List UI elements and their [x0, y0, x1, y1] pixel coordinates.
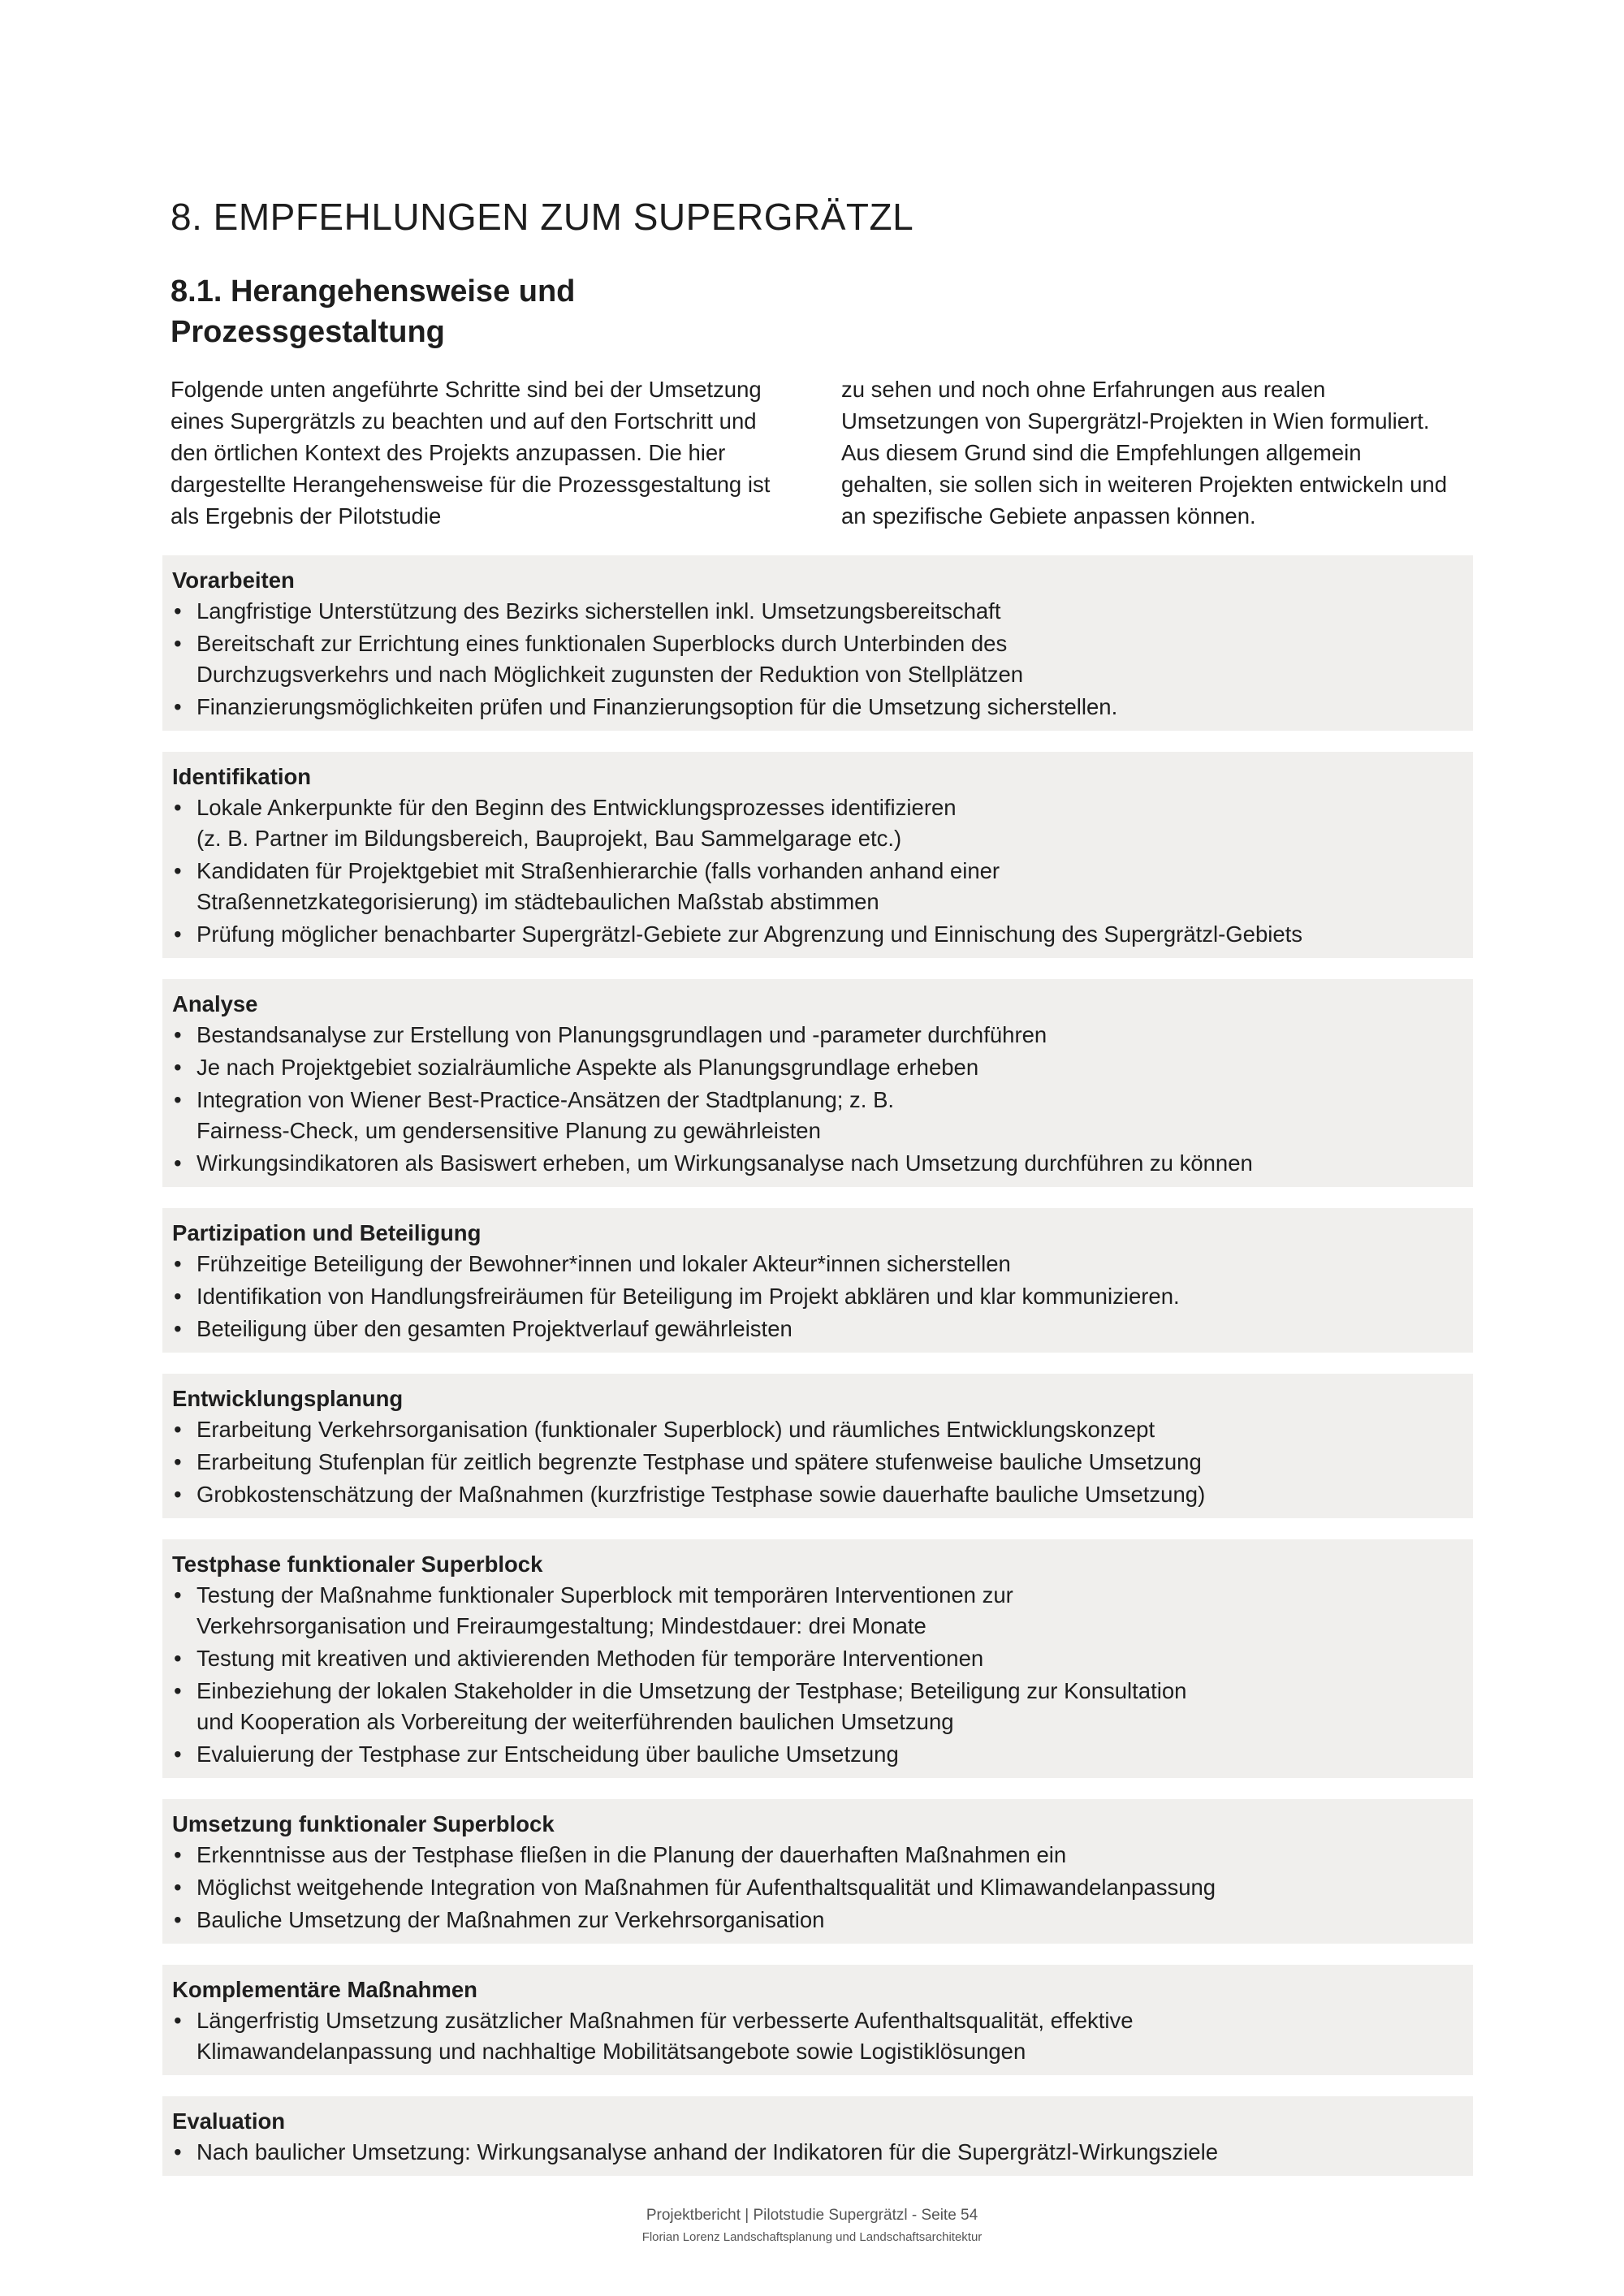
- step-bullet-item: [172, 2005, 1457, 2067]
- bullet-text-line: • Integration von Wiener Best-Practice-Ansätzen der Stadtplanung; z. B.: [197, 1087, 895, 1112]
- bullet-text-line: • Erarbeitung Stufenplan für zeitlich begrenzte Testphase und spätere stufenweise bauliche Umsetzung: [197, 1449, 1202, 1474]
- step-box: [162, 752, 1473, 958]
- step-title: Evaluation: [172, 2108, 286, 2134]
- step-title: Vorarbeiten: [172, 568, 295, 593]
- step-bullet-list: [172, 1020, 1457, 1179]
- step-bullet-list: [172, 1249, 1457, 1344]
- step-title: Entwicklungsplanung: [172, 1386, 404, 1411]
- step-bullet-item: [172, 1281, 1457, 1312]
- step-bullet-item: [172, 596, 1457, 627]
- step-bullet-item: [172, 1872, 1457, 1903]
- bullet-text-line: • Prüfung möglicher benachbarter Supergrätzl-Gebiete zur Abgrenzung und Einnischung des Supergrätzl-Gebiets: [197, 921, 1303, 947]
- step-bullet-item: [172, 1580, 1457, 1642]
- bullet-text-line: Durchzugsverkehrs und nach Möglichkeit zugunsten der Reduktion von Stellplätzen: [197, 662, 1024, 687]
- step-bullet-item: [172, 628, 1457, 690]
- step-box: [162, 1374, 1473, 1518]
- chapter-title: 8. EMPFEHLUNGEN ZUM SUPERGRÄTZL: [171, 196, 914, 238]
- step-bullet-list: [172, 2005, 1457, 2067]
- bullet-text-line: Verkehrsorganisation und Freiraumgestaltung; Mindestdauer: drei Monate: [197, 1613, 926, 1638]
- bullet-text-line: • Finanzierungsmöglichkeiten prüfen und Finanzierungsoption für die Umsetzung sicherstellen.: [197, 694, 1118, 719]
- step-box: [162, 2096, 1473, 2176]
- bullet-text-line: • Beteiligung über den gesamten Projektverlauf gewährleisten: [197, 1316, 793, 1341]
- bullet-text-line: • Testung der Maßnahme funktionaler Superblock mit temporären Interventionen zur: [197, 1582, 1013, 1608]
- step-box: [162, 1799, 1473, 1944]
- bullet-text-line: • Nach baulicher Umsetzung: Wirkungsanalyse anhand der Indikatoren für die Supergrätzl-Wirkungsziele: [197, 2139, 1218, 2164]
- step-bullet-item: [172, 1905, 1457, 1936]
- step-bullet-item: [172, 856, 1457, 917]
- bullet-text-line: • Einbeziehung der lokalen Stakeholder in die Umsetzung der Testphase; Beteiligung zur Konsultation: [197, 1678, 1187, 1703]
- step-box: [162, 1539, 1473, 1778]
- step-bullet-item: [172, 1643, 1457, 1674]
- step-bullet-item: [172, 1052, 1457, 1083]
- step-bullet-list: [172, 792, 1457, 950]
- step-bullet-item: [172, 1020, 1457, 1051]
- bullet-text-line: • Langfristige Unterstützung des Bezirks sicherstellen inkl. Umsetzungsbereitschaft: [197, 598, 1001, 624]
- step-bullet-item: [172, 1249, 1457, 1280]
- step-bullet-item: [172, 1840, 1457, 1871]
- bullet-text-line: Fairness-Check, um gendersensitive Planung zu gewährleisten: [197, 1118, 821, 1143]
- intro-paragraph-right: zu sehen und noch ohne Erfahrungen aus realen Umsetzungen von Supergrätzl-Projekten in Wien formuliert. Aus diesem Grund sind die Empfehlungen allgemein gehalten, sie sollen sich in weiteren Projekten entwickeln und an spezifische Gebiete anpassen können.: [841, 377, 1447, 529]
- bullet-text-line: • Grobkostenschätzung der Maßnahmen (kurzfristige Testphase sowie dauerhafte bauliche Umsetzung): [197, 1482, 1206, 1507]
- step-title: Analyse: [172, 991, 258, 1016]
- section-title: 8.1. Herangehensweise und Prozessgestaltung: [171, 274, 576, 349]
- bullet-text-line: Straßennetzkategorisierung) im städtebaulichen Maßstab abstimmen: [197, 889, 879, 914]
- bullet-text-line: • Evaluierung der Testphase zur Entscheidung über bauliche Umsetzung: [197, 1741, 899, 1767]
- step-bullet-item: [172, 1739, 1457, 1770]
- step-bullet-item: [172, 692, 1457, 723]
- bullet-text-line: (z. B. Partner im Bildungsbereich, Bauprojekt, Bau Sammelgarage etc.): [197, 826, 902, 851]
- bullet-text-line: • Längerfristig Umsetzung zusätzlicher Maßnahmen für verbesserte Aufenthaltsqualität, effektive: [197, 2008, 1134, 2033]
- bullet-text-line: • Frühzeitige Beteiligung der Bewohner*innen und lokaler Akteur*innen sicherstellen: [197, 1251, 1011, 1276]
- bullet-text-line: • Je nach Projektgebiet sozialräumliche Aspekte als Planungsgrundlage erheben: [197, 1055, 979, 1080]
- step-box: [162, 555, 1473, 731]
- step-bullet-item: [172, 792, 1457, 854]
- step-box: [162, 979, 1473, 1187]
- step-title: Partizipation und Beteiligung: [172, 1220, 482, 1245]
- bullet-text-line: • Kandidaten für Projektgebiet mit Straßenhierarchie (falls vorhanden anhand einer: [197, 858, 1000, 883]
- step-bullet-list: [172, 2137, 1457, 2168]
- step-bullet-item: [172, 1479, 1457, 1510]
- step-bullet-list: [172, 1580, 1457, 1770]
- bullet-text-line: • Möglichst weitgehende Integration von Maßnahmen für Aufenthaltsqualität und Klimawandelanpassung: [197, 1875, 1216, 1900]
- process-steps: [162, 555, 1473, 2197]
- intro-paragraph-left: Folgende unten angeführte Schritte sind bei der Umsetzung eines Supergrätzls zu beachten und auf den Fortschritt und den örtlichen Kontext des Projekts anzupassen. Die hier dargestellte Herangehensweise für die Prozessgestaltung ist als Ergebnis der Pilotstudie: [171, 377, 771, 529]
- bullet-text-line: • Bauliche Umsetzung der Maßnahmen zur Verkehrsorganisation: [197, 1907, 825, 1932]
- step-bullet-item: [172, 1447, 1457, 1478]
- step-title: Komplementäre Maßnahmen: [172, 1977, 477, 2002]
- step-bullet-item: [172, 2137, 1457, 2168]
- step-bullet-list: [172, 1414, 1457, 1510]
- bullet-text-line: • Bestandsanalyse zur Erstellung von Planungsgrundlagen und -parameter durchführen: [197, 1022, 1047, 1047]
- step-bullet-item: [172, 919, 1457, 950]
- bullet-text-line: • Erarbeitung Verkehrsorganisation (funktionaler Superblock) und räumliches Entwicklungskonzept: [197, 1417, 1155, 1442]
- bullet-text-line: • Testung mit kreativen und aktivierenden Methoden für temporäre Interventionen: [197, 1646, 984, 1671]
- step-bullet-list: [172, 1840, 1457, 1936]
- step-title: Testphase funktionaler Superblock: [172, 1552, 543, 1577]
- step-bullet-item: [172, 1676, 1457, 1737]
- bullet-text-line: • Identifikation von Handlungsfreiräumen für Beteiligung im Projekt abklären und klar kommunizieren.: [197, 1284, 1180, 1309]
- step-bullet-list: [172, 596, 1457, 723]
- step-bullet-item: [172, 1314, 1457, 1344]
- bullet-text-line: Klimawandelanpassung und nachhaltige Mobilitätsangebote sowie Logistiklösungen: [197, 2039, 1026, 2064]
- footer-author: Florian Lorenz Landschaftsplanung und Landschaftsarchitektur: [641, 2230, 983, 2244]
- step-box: [162, 1965, 1473, 2075]
- footer-page-info: Projektbericht | Pilotstudie Supergrätzl - Seite 54: [646, 2207, 978, 2224]
- bullet-text-line: • Wirkungsindikatoren als Basiswert erheben, um Wirkungsanalyse nach Umsetzung durchführen zu können: [197, 1150, 1253, 1176]
- step-bullet-item: [172, 1414, 1457, 1445]
- step-bullet-item: [172, 1148, 1457, 1179]
- bullet-text-line: • Erkenntnisse aus der Testphase fließen in die Planung der dauerhaften Maßnahmen ein: [197, 1842, 1067, 1867]
- bullet-text-line: • Lokale Ankerpunkte für den Beginn des Entwicklungsprozesses identifizieren: [197, 795, 957, 820]
- bullet-text-line: und Kooperation als Vorbereitung der weiterführenden baulichen Umsetzung: [197, 1709, 954, 1734]
- step-title: Identifikation: [172, 764, 312, 789]
- bullet-text-line: • Bereitschaft zur Errichtung eines funktionalen Superblocks durch Unterbinden des: [197, 631, 1008, 656]
- step-title: Umsetzung funktionaler Superblock: [172, 1811, 555, 1836]
- step-bullet-item: [172, 1085, 1457, 1146]
- step-box: [162, 1208, 1473, 1353]
